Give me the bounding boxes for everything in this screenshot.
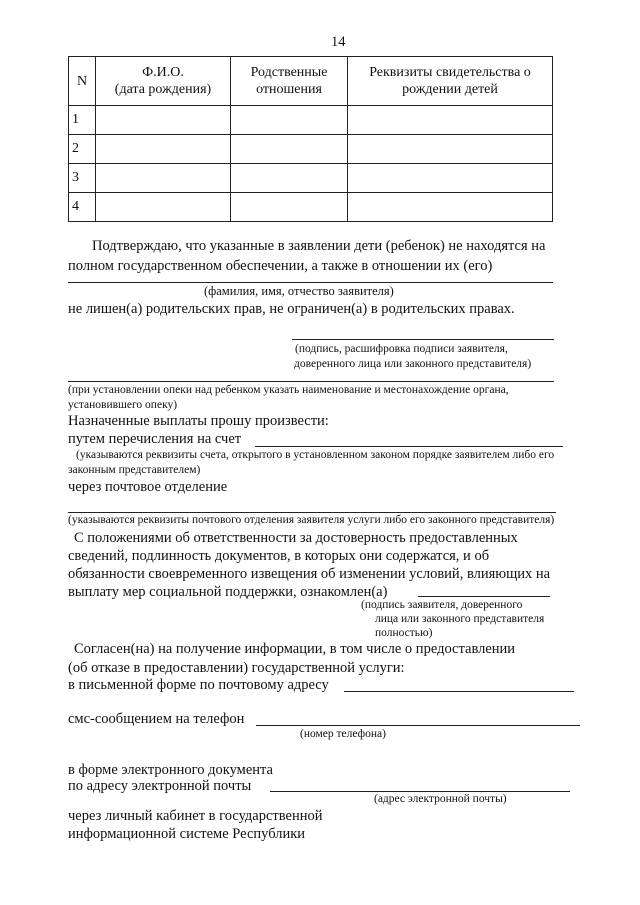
fio-cell[interactable] xyxy=(96,106,231,135)
col-header-relation xyxy=(231,57,348,106)
table-row xyxy=(69,106,553,135)
row-number: 4 xyxy=(69,193,96,222)
row-number: 1 xyxy=(69,106,96,135)
col-header-certificate xyxy=(348,57,553,106)
responsibility-line-2: сведений, подлинность документов, в которых они содержатся, и об xyxy=(68,548,490,564)
confirm-line-3: не лишен(а) родительских прав, не ограничен(а) в родительских правах. xyxy=(68,301,515,317)
responsibility-signature-caption-3: полностью) xyxy=(375,627,433,639)
table-row xyxy=(69,193,553,222)
sms-label: смс-сообщением на телефон xyxy=(68,711,245,727)
certificate-cell[interactable] xyxy=(348,106,553,135)
responsibility-line-1: С положениями об ответственности за достоверность предоставленных xyxy=(74,530,518,546)
fio-cell[interactable] xyxy=(96,164,231,193)
electronic-doc-line-2: по адресу электронной почты xyxy=(68,778,252,794)
personal-cabinet-line-2: информационной системе Республики xyxy=(68,826,306,842)
col-header-fio-line2: (дата рождения) xyxy=(114,82,212,97)
table-row xyxy=(69,135,553,164)
guardianship-caption-1: (при установлении опеки над ребенком указать наименование и местонахождение органа, xyxy=(68,384,509,396)
responsibility-signature-field[interactable] xyxy=(418,596,550,597)
table-row xyxy=(69,164,553,193)
phone-caption: (номер телефона) xyxy=(300,728,386,740)
applicant-fio-caption: (фамилия, имя, отчество заявителя) xyxy=(204,284,394,298)
fio-cell[interactable] xyxy=(96,135,231,164)
responsibility-line-4: выплату мер социальной поддержки, ознакомлен(а) xyxy=(68,584,388,600)
responsibility-signature-caption-1: (подпись заявителя, доверенного xyxy=(361,599,523,611)
col-header-certificate-line2: рождении детей xyxy=(402,82,498,97)
post-office-label: через почтовое отделение xyxy=(68,479,228,495)
relation-cell[interactable] xyxy=(231,164,348,193)
col-header-relation-line1: Родственные xyxy=(250,65,328,80)
postal-address-field[interactable] xyxy=(344,691,574,692)
applicant-signature-caption-1: (подпись, расшифровка подписи заявителя, xyxy=(295,343,508,355)
responsibility-line-3: обязанности своевременного извещения об изменении условий, влияющих на xyxy=(68,566,551,582)
relation-cell[interactable] xyxy=(231,135,348,164)
col-header-fio xyxy=(96,57,231,106)
confirm-line-2: полном государственном обеспечении, а также в отношении их (его) xyxy=(68,258,493,274)
post-office-caption: (указываются реквизиты почтового отделения заявителя услуги либо его законного представителя) xyxy=(68,514,555,526)
certificate-cell[interactable] xyxy=(348,193,553,222)
guardianship-field[interactable] xyxy=(68,381,554,382)
col-header-number: N xyxy=(69,57,96,106)
page-number: 14 xyxy=(331,34,346,50)
certificate-cell[interactable] xyxy=(348,164,553,193)
certificate-cell[interactable] xyxy=(348,135,553,164)
account-field[interactable] xyxy=(255,446,563,447)
account-label: путем перечисления на счет xyxy=(68,431,242,447)
applicant-fio-field[interactable] xyxy=(68,282,553,283)
applicant-signature-field[interactable] xyxy=(292,339,554,340)
relation-cell[interactable] xyxy=(231,106,348,135)
table-header-row xyxy=(69,57,553,106)
consent-line-1: Согласен(на) на получение информации, в том числе о предоставлении xyxy=(74,641,516,657)
personal-cabinet-line-1: через личный кабинет в государственной xyxy=(68,808,323,824)
electronic-doc-line-1: в форме электронного документа xyxy=(68,762,273,778)
email-caption: (адрес электронной почты) xyxy=(374,793,507,805)
phone-field[interactable] xyxy=(256,725,580,726)
fio-cell[interactable] xyxy=(96,193,231,222)
applicant-signature-caption-2: доверенного лица или законного представителя) xyxy=(294,358,532,370)
post-office-field[interactable] xyxy=(68,512,556,513)
email-field[interactable] xyxy=(270,791,570,792)
account-caption-1: (указываются реквизиты счета, открытого в установленном законом порядке заявителем либо его xyxy=(76,449,555,461)
account-caption-2: законным представителем) xyxy=(68,464,201,476)
guardianship-caption-2: установившего опеку) xyxy=(68,399,178,411)
relation-cell[interactable] xyxy=(231,193,348,222)
consent-line-2: (об отказе в предоставлении) государственной услуги: xyxy=(68,660,405,676)
row-number: 2 xyxy=(69,135,96,164)
row-number: 3 xyxy=(69,164,96,193)
confirm-line-1: Подтверждаю, что указанные в заявлении дети (ребенок) не находятся на xyxy=(92,238,546,254)
col-header-certificate-line1: Реквизиты свидетельства о xyxy=(369,65,531,80)
written-address-label: в письменной форме по почтовому адресу xyxy=(68,677,329,693)
responsibility-signature-caption-2: лица или законного представителя xyxy=(375,613,545,625)
col-header-relation-line2: отношения xyxy=(256,82,322,97)
children-table xyxy=(68,56,553,222)
col-header-fio-line1: Ф.И.О. xyxy=(142,65,184,80)
payments-title: Назначенные выплаты прошу произвести: xyxy=(68,413,329,429)
